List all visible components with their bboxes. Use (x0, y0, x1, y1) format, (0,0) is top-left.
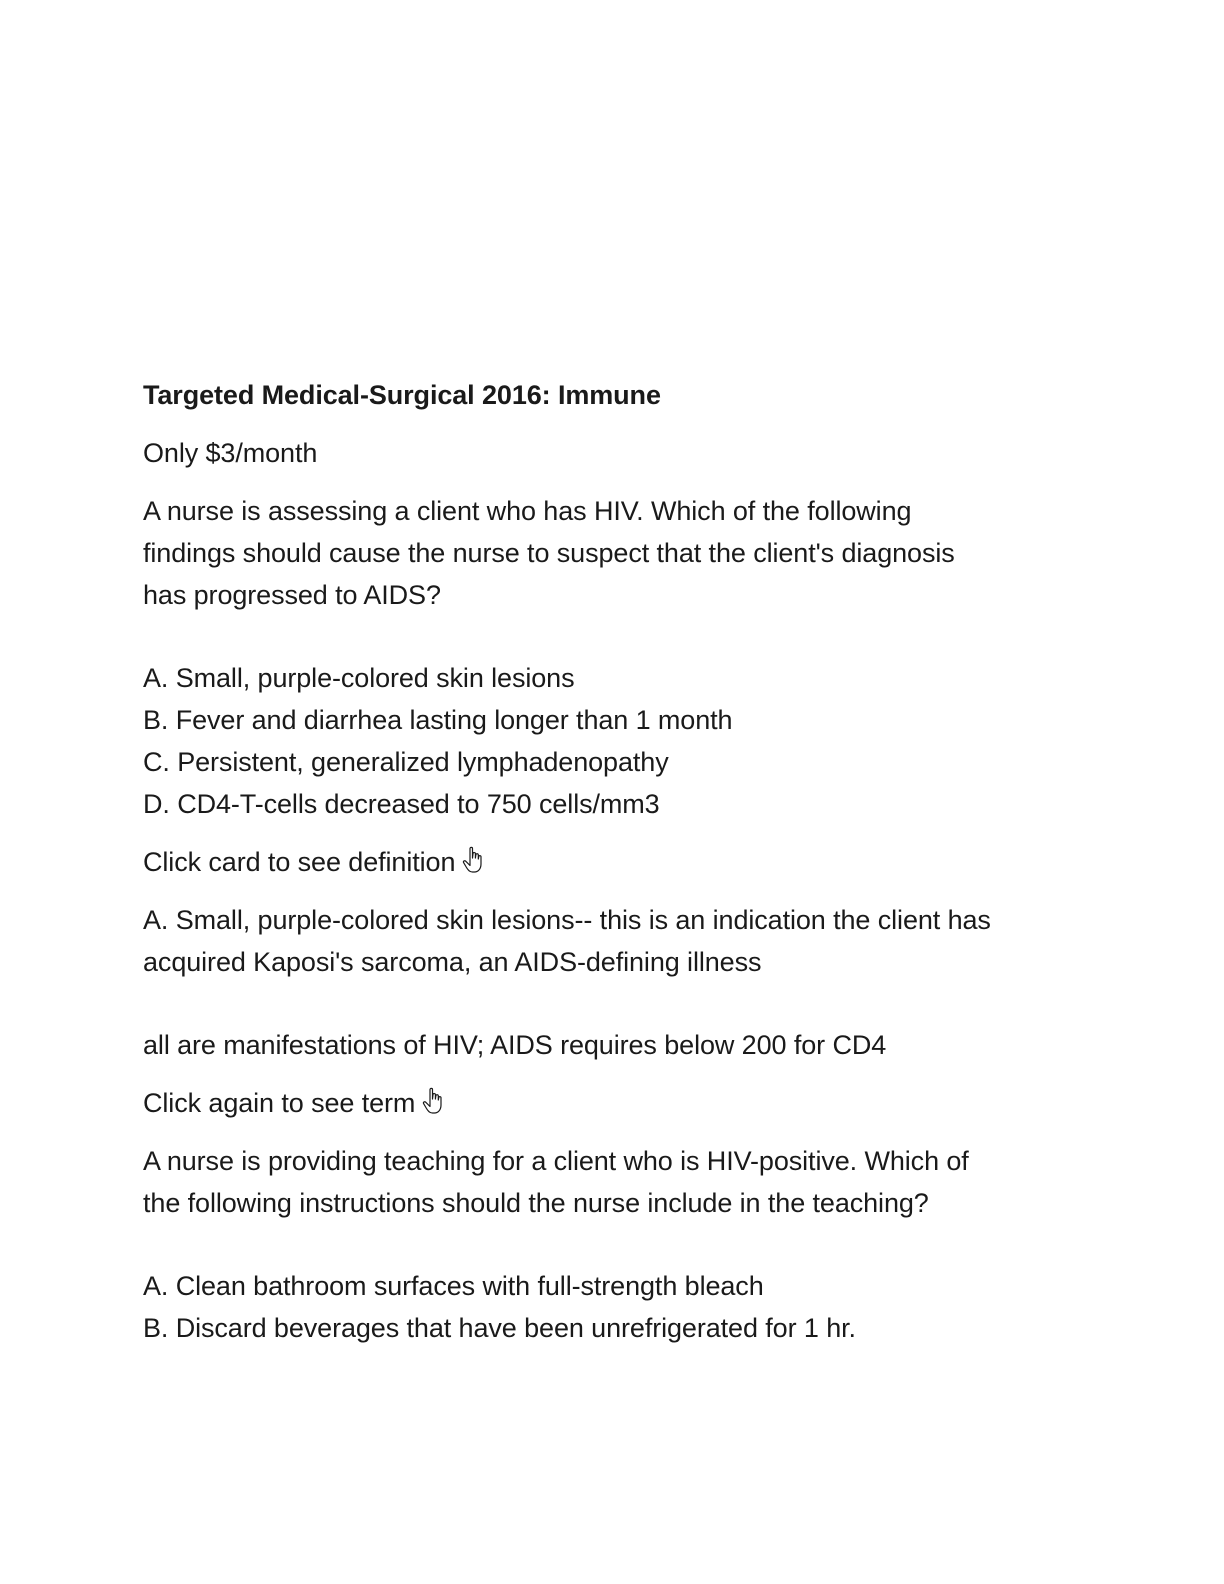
see-definition-label: Click card to see definition (143, 847, 456, 877)
hand-pointer-icon (421, 1086, 447, 1116)
card1-option-d: D. CD4-T-cells decreased to 750 cells/mm3 (143, 789, 660, 819)
card1-answer (143, 899, 1083, 1066)
see-term-label: Click again to see term (143, 1088, 416, 1118)
card2-question-line: the following instructions should the nurse include in the teaching? (143, 1188, 929, 1218)
document-page (143, 374, 1083, 1365)
hand-pointer-icon (461, 845, 487, 875)
card2-question (143, 1140, 1083, 1349)
card1-note: all are manifestations of HIV; AIDS requires below 200 for CD4 (143, 1030, 887, 1060)
card1-option-a: A. Small, purple-colored skin lesions (143, 663, 575, 693)
card2-option-a: A. Clean bathroom surfaces with full-strength bleach (143, 1271, 764, 1301)
document-title: Targeted Medical-Surgical 2016: Immune (143, 380, 661, 410)
card1-option-b: B. Fever and diarrhea lasting longer than 1 month (143, 705, 733, 735)
card1-question-line: A nurse is assessing a client who has HIV. Which of the following (143, 496, 912, 526)
card1-answer-line: acquired Kaposi's sarcoma, an AIDS-defining illness (143, 947, 762, 977)
see-term-prompt[interactable] (143, 1082, 1083, 1124)
card2-question-line: A nurse is providing teaching for a client who is HIV-positive. Which of (143, 1146, 969, 1176)
card1-question-line: has progressed to AIDS? (143, 580, 441, 610)
card1-question-line: findings should cause the nurse to suspect that the client's diagnosis (143, 538, 955, 568)
card1-question (143, 490, 1083, 825)
card2-option-b: B. Discard beverages that have been unrefrigerated for 1 hr. (143, 1313, 856, 1343)
price-text: Only $3/month (143, 438, 318, 468)
card1-answer-line: A. Small, purple-colored skin lesions-- this is an indication the client has (143, 905, 991, 935)
see-definition-prompt[interactable] (143, 841, 1083, 883)
card1-option-c: C. Persistent, generalized lymphadenopathy (143, 747, 669, 777)
